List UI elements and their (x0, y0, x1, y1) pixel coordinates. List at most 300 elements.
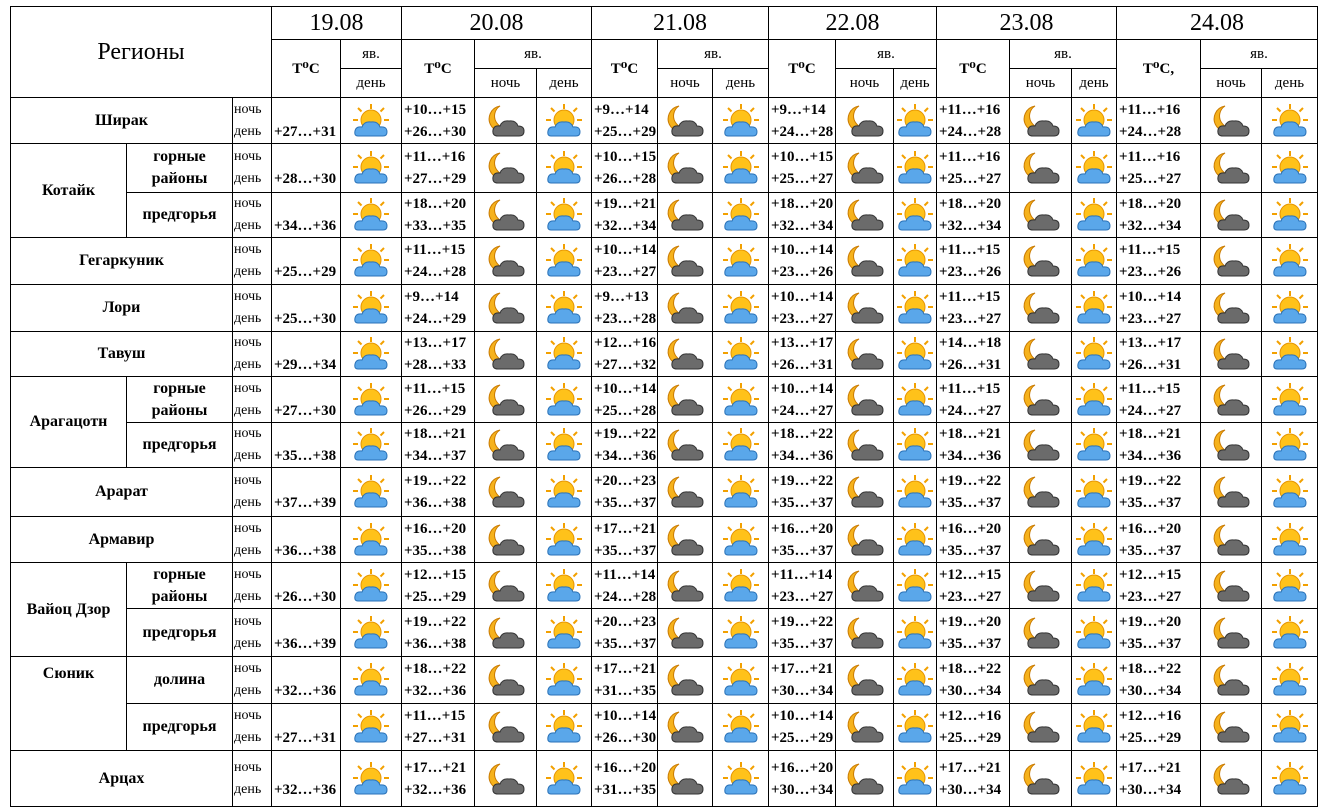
temperature-cell: +13…+17 +26…+31 (1117, 332, 1201, 377)
sun-cloud-icon (894, 98, 937, 144)
moon-cloud-icon (475, 193, 537, 238)
temperature-cell: +19…+21 +32…+34 (592, 193, 658, 238)
moon-cloud-icon (1201, 238, 1262, 285)
temperature-cell: +10…+14 +23…+27 (1117, 285, 1201, 332)
sun-cloud-icon (537, 193, 592, 238)
temperature-cell: +13…+17 +28…+33 (402, 332, 475, 377)
sun-cloud-icon (341, 144, 402, 193)
night-day-labels: ночь день (233, 657, 272, 704)
day-header: день (537, 69, 592, 98)
moon-cloud-icon (1010, 144, 1072, 193)
temperature-cell: +18…+21 +34…+37 (402, 423, 475, 468)
temperature-cell: +17…+21 +30…+34 (769, 657, 836, 704)
temperature-cell: +20…+23 +35…+37 (592, 468, 658, 517)
moon-cloud-icon (658, 98, 713, 144)
temperature-cell: +10…+14 +24…+27 (769, 377, 836, 423)
night-day-labels: ночь день (233, 563, 272, 609)
night-header: ночь (1010, 69, 1072, 98)
sun-cloud-icon (1262, 704, 1318, 751)
sun-cloud-icon (894, 332, 937, 377)
temperature-cell: +11…+15 +23…+27 (937, 285, 1010, 332)
temperature-header: Т⁰С (592, 40, 658, 98)
sun-cloud-icon (1262, 751, 1318, 807)
sun-cloud-icon (341, 98, 402, 144)
night-day-labels: ночь день (233, 332, 272, 377)
temperature-cell: +10…+14 +25…+29 (769, 704, 836, 751)
table-row (11, 704, 1318, 751)
temperature-cell: +12…+15 +23…+27 (937, 563, 1010, 609)
sun-cloud-icon (713, 193, 769, 238)
region-name: Сюник (11, 657, 127, 751)
moon-cloud-icon (1201, 517, 1262, 563)
region-name: Лори (11, 285, 233, 332)
temperature-cell: +11…+16 +24…+28 (937, 98, 1010, 144)
subregion-name: горные районы (127, 377, 233, 423)
temperature-cell: +9…+14 +25…+29 (592, 98, 658, 144)
temperature-cell: +14…+18 +26…+31 (937, 332, 1010, 377)
date-header: 22.08 (769, 7, 937, 40)
temperature-cell: +18…+22 +30…+34 (1117, 657, 1201, 704)
moon-cloud-icon (475, 423, 537, 468)
sun-cloud-icon (1262, 98, 1318, 144)
night-day-labels: ночь день (233, 377, 272, 423)
moon-cloud-icon (658, 563, 713, 609)
night-header: ночь (836, 69, 894, 98)
sun-cloud-icon (1072, 98, 1117, 144)
sun-cloud-icon (1262, 517, 1318, 563)
sun-cloud-icon (1262, 657, 1318, 704)
sun-cloud-icon (713, 332, 769, 377)
table-row (11, 285, 1318, 332)
moon-cloud-icon (658, 468, 713, 517)
temperature-cell: +17…+21 +35…+37 (592, 517, 658, 563)
night-day-labels: ночь день (233, 144, 272, 193)
subregion-name: предгорья (127, 193, 233, 238)
temperature-cell: +10…+14 +23…+26 (769, 238, 836, 285)
temperature-cell: +10…+14 +26…+30 (592, 704, 658, 751)
sun-cloud-icon (537, 704, 592, 751)
temperature-cell: +19…+20 +35…+37 (1117, 609, 1201, 657)
date-header: 23.08 (937, 7, 1117, 40)
table-row (11, 423, 1318, 468)
sun-cloud-icon (894, 657, 937, 704)
sun-cloud-icon (341, 657, 402, 704)
moon-cloud-icon (1010, 563, 1072, 609)
sun-cloud-icon (713, 751, 769, 807)
moon-cloud-icon (475, 609, 537, 657)
temperature-cell: +10…+15 +26…+30 (402, 98, 475, 144)
temperature-cell: +35…+38 (272, 423, 341, 468)
sun-cloud-icon (894, 563, 937, 609)
day-header: день (713, 69, 769, 98)
temperature-cell: +16…+20 +35…+37 (769, 517, 836, 563)
temperature-cell: +26…+30 (272, 563, 341, 609)
sun-cloud-icon (894, 238, 937, 285)
moon-cloud-icon (836, 704, 894, 751)
moon-cloud-icon (1201, 377, 1262, 423)
moon-cloud-icon (836, 238, 894, 285)
sun-cloud-icon (341, 285, 402, 332)
regions-header: Регионы (11, 7, 272, 98)
moon-cloud-icon (1010, 609, 1072, 657)
phenomena-header: яв. (1201, 40, 1318, 69)
temperature-cell: +18…+20 +32…+34 (1117, 193, 1201, 238)
moon-cloud-icon (1201, 563, 1262, 609)
phenomena-header: яв. (658, 40, 769, 69)
sun-cloud-icon (894, 751, 937, 807)
sun-cloud-icon (713, 704, 769, 751)
temperature-cell: +18…+20 +33…+35 (402, 193, 475, 238)
moon-cloud-icon (1201, 704, 1262, 751)
sun-cloud-icon (894, 517, 937, 563)
sun-cloud-icon (713, 609, 769, 657)
moon-cloud-icon (658, 423, 713, 468)
moon-cloud-icon (1010, 285, 1072, 332)
temperature-cell: +36…+38 (272, 517, 341, 563)
date-header: 21.08 (592, 7, 769, 40)
region-name: Ширак (11, 98, 233, 144)
temperature-cell: +25…+30 (272, 285, 341, 332)
temperature-cell: +18…+21 +34…+36 (1117, 423, 1201, 468)
sun-cloud-icon (537, 563, 592, 609)
subregion-name: предгорья (127, 423, 233, 468)
region-name: Арарат (11, 468, 233, 517)
temperature-cell: +18…+22 +32…+36 (402, 657, 475, 704)
sun-cloud-icon (1072, 423, 1117, 468)
sun-cloud-icon (713, 377, 769, 423)
moon-cloud-icon (1010, 468, 1072, 517)
night-day-labels: ночь день (233, 751, 272, 807)
sun-cloud-icon (1072, 285, 1117, 332)
temperature-cell: +10…+15 +26…+28 (592, 144, 658, 193)
day-header: день (341, 69, 402, 98)
region-name: Вайоц Дзор (11, 563, 127, 657)
subregion-name: долина (127, 657, 233, 704)
sun-cloud-icon (894, 704, 937, 751)
sun-cloud-icon (1262, 423, 1318, 468)
table-row (11, 238, 1318, 285)
sun-cloud-icon (341, 704, 402, 751)
temperature-header: Т⁰С (402, 40, 475, 98)
moon-cloud-icon (1010, 423, 1072, 468)
sun-cloud-icon (537, 751, 592, 807)
temperature-cell: +27…+30 (272, 377, 341, 423)
moon-cloud-icon (836, 285, 894, 332)
temperature-cell: +12…+16 +25…+29 (937, 704, 1010, 751)
moon-cloud-icon (658, 517, 713, 563)
sun-cloud-icon (1072, 144, 1117, 193)
temperature-cell: +19…+22 +35…+37 (1117, 468, 1201, 517)
sun-cloud-icon (713, 563, 769, 609)
temperature-cell: +18…+20 +32…+34 (769, 193, 836, 238)
sun-cloud-icon (894, 609, 937, 657)
temperature-cell: +18…+21 +34…+36 (937, 423, 1010, 468)
subregion-name: предгорья (127, 704, 233, 751)
sun-cloud-icon (537, 144, 592, 193)
moon-cloud-icon (836, 517, 894, 563)
moon-cloud-icon (1201, 332, 1262, 377)
moon-cloud-icon (658, 751, 713, 807)
subregion-name: предгорья (127, 609, 233, 657)
night-day-labels: ночь день (233, 285, 272, 332)
temperature-cell: +11…+15 +23…+26 (1117, 238, 1201, 285)
sun-cloud-icon (1262, 144, 1318, 193)
temperature-cell: +28…+30 (272, 144, 341, 193)
moon-cloud-icon (1010, 193, 1072, 238)
moon-cloud-icon (1201, 468, 1262, 517)
temperature-cell: +11…+16 +25…+27 (1117, 144, 1201, 193)
table-row (11, 609, 1318, 657)
table-row (11, 657, 1318, 704)
temperature-cell: +11…+16 +25…+27 (937, 144, 1010, 193)
temperature-cell: +19…+22 +35…+37 (769, 609, 836, 657)
sun-cloud-icon (341, 563, 402, 609)
sun-cloud-icon (537, 609, 592, 657)
temperature-cell: +11…+15 +24…+27 (937, 377, 1010, 423)
region-name: Тавуш (11, 332, 233, 377)
night-day-labels: ночь день (233, 423, 272, 468)
night-day-labels: ночь день (233, 238, 272, 285)
temperature-header: Т⁰С (937, 40, 1010, 98)
temperature-cell: +19…+22 +35…+37 (769, 468, 836, 517)
date-header: 20.08 (402, 7, 592, 40)
sun-cloud-icon (537, 423, 592, 468)
sun-cloud-icon (1262, 193, 1318, 238)
sun-cloud-icon (537, 657, 592, 704)
region-name: Котайк (11, 144, 127, 238)
night-day-labels: ночь день (233, 98, 272, 144)
sun-cloud-icon (1262, 285, 1318, 332)
sun-cloud-icon (713, 285, 769, 332)
sun-cloud-icon (341, 377, 402, 423)
table-row (11, 332, 1318, 377)
moon-cloud-icon (658, 144, 713, 193)
phenomena-header: яв. (836, 40, 937, 69)
temperature-cell: +16…+20 +35…+37 (937, 517, 1010, 563)
sun-cloud-icon (341, 238, 402, 285)
temperature-cell: +10…+15 +25…+27 (769, 144, 836, 193)
temperature-cell: +36…+39 (272, 609, 341, 657)
temperature-cell: +11…+14 +23…+27 (769, 563, 836, 609)
temperature-cell: +11…+15 +27…+31 (402, 704, 475, 751)
moon-cloud-icon (658, 704, 713, 751)
temperature-cell: +34…+36 (272, 193, 341, 238)
temperature-cell: +9…+14 +24…+29 (402, 285, 475, 332)
sun-cloud-icon (713, 468, 769, 517)
night-header: ночь (475, 69, 537, 98)
temperature-cell: +16…+20 +35…+37 (1117, 517, 1201, 563)
temperature-cell: +9…+14 +24…+28 (769, 98, 836, 144)
moon-cloud-icon (658, 285, 713, 332)
sun-cloud-icon (1262, 332, 1318, 377)
sun-cloud-icon (537, 468, 592, 517)
temperature-cell: +10…+14 +23…+27 (769, 285, 836, 332)
sun-cloud-icon (537, 332, 592, 377)
sun-cloud-icon (341, 193, 402, 238)
sun-cloud-icon (1072, 377, 1117, 423)
moon-cloud-icon (1010, 238, 1072, 285)
night-day-labels: ночь день (233, 609, 272, 657)
subregion-name: горные районы (127, 144, 233, 193)
temperature-header: Т⁰С, (1117, 40, 1201, 98)
moon-cloud-icon (658, 193, 713, 238)
moon-cloud-icon (836, 144, 894, 193)
moon-cloud-icon (475, 517, 537, 563)
sun-cloud-icon (894, 144, 937, 193)
table-row (11, 377, 1318, 423)
sun-cloud-icon (1072, 751, 1117, 807)
table-row (11, 563, 1318, 609)
temperature-cell: +19…+22 +35…+37 (937, 468, 1010, 517)
sun-cloud-icon (1072, 332, 1117, 377)
table-row (11, 517, 1318, 563)
phenomena-header: яв. (475, 40, 592, 69)
sun-cloud-icon (341, 609, 402, 657)
sun-cloud-icon (341, 751, 402, 807)
night-day-labels: ночь день (233, 193, 272, 238)
moon-cloud-icon (836, 98, 894, 144)
temperature-cell: +32…+36 (272, 751, 341, 807)
temperature-cell: +11…+15 +24…+27 (1117, 377, 1201, 423)
sun-cloud-icon (537, 98, 592, 144)
sun-cloud-icon (537, 238, 592, 285)
moon-cloud-icon (658, 657, 713, 704)
moon-cloud-icon (836, 377, 894, 423)
sun-cloud-icon (537, 285, 592, 332)
temperature-cell: +10…+14 +23…+27 (592, 238, 658, 285)
temperature-cell: +17…+21 +30…+34 (937, 751, 1010, 807)
temperature-cell: +11…+14 +24…+28 (592, 563, 658, 609)
moon-cloud-icon (1010, 704, 1072, 751)
moon-cloud-icon (1201, 751, 1262, 807)
phenomena-header: яв. (341, 40, 402, 69)
temperature-cell: +19…+22 +36…+38 (402, 468, 475, 517)
temperature-cell: +29…+34 (272, 332, 341, 377)
moon-cloud-icon (1010, 657, 1072, 704)
temperature-cell: +13…+17 +26…+31 (769, 332, 836, 377)
moon-cloud-icon (836, 193, 894, 238)
region-name: Армавир (11, 517, 233, 563)
temperature-cell: +18…+22 +34…+36 (769, 423, 836, 468)
sun-cloud-icon (1072, 609, 1117, 657)
sun-cloud-icon (1072, 517, 1117, 563)
temperature-cell: +11…+15 +23…+26 (937, 238, 1010, 285)
sun-cloud-icon (341, 423, 402, 468)
subregion-name: горные районы (127, 563, 233, 609)
moon-cloud-icon (836, 468, 894, 517)
moon-cloud-icon (1010, 517, 1072, 563)
date-header: 24.08 (1117, 7, 1318, 40)
sun-cloud-icon (1262, 609, 1318, 657)
temperature-cell: +16…+20 +31…+35 (592, 751, 658, 807)
day-header: день (894, 69, 937, 98)
moon-cloud-icon (475, 238, 537, 285)
moon-cloud-icon (658, 609, 713, 657)
temperature-cell: +11…+16 +27…+29 (402, 144, 475, 193)
temperature-header: Т⁰С (769, 40, 836, 98)
moon-cloud-icon (1201, 657, 1262, 704)
moon-cloud-icon (475, 144, 537, 193)
moon-cloud-icon (658, 377, 713, 423)
moon-cloud-icon (836, 609, 894, 657)
moon-cloud-icon (1010, 751, 1072, 807)
sun-cloud-icon (341, 468, 402, 517)
sun-cloud-icon (1262, 377, 1318, 423)
temperature-cell: +27…+31 (272, 98, 341, 144)
moon-cloud-icon (1201, 98, 1262, 144)
temperature-cell: +25…+29 (272, 238, 341, 285)
moon-cloud-icon (475, 563, 537, 609)
moon-cloud-icon (1201, 423, 1262, 468)
date-header: 19.08 (272, 7, 402, 40)
moon-cloud-icon (658, 238, 713, 285)
sun-cloud-icon (1072, 193, 1117, 238)
sun-cloud-icon (1072, 657, 1117, 704)
moon-cloud-icon (1201, 144, 1262, 193)
region-name: Гегаркуник (11, 238, 233, 285)
sun-cloud-icon (894, 423, 937, 468)
temperature-cell: +12…+15 +23…+27 (1117, 563, 1201, 609)
moon-cloud-icon (1201, 609, 1262, 657)
sun-cloud-icon (894, 193, 937, 238)
sun-cloud-icon (1262, 468, 1318, 517)
temperature-cell: +37…+39 (272, 468, 341, 517)
temperature-cell: +18…+22 +30…+34 (937, 657, 1010, 704)
temperature-cell: +19…+22 +34…+36 (592, 423, 658, 468)
phenomena-header: яв. (1010, 40, 1117, 69)
temperature-cell: +11…+15 +24…+28 (402, 238, 475, 285)
temperature-cell: +10…+14 +25…+28 (592, 377, 658, 423)
moon-cloud-icon (836, 423, 894, 468)
moon-cloud-icon (836, 751, 894, 807)
moon-cloud-icon (475, 468, 537, 517)
moon-cloud-icon (1010, 377, 1072, 423)
table-row (11, 468, 1318, 517)
temperature-cell: +12…+15 +25…+29 (402, 563, 475, 609)
moon-cloud-icon (836, 332, 894, 377)
moon-cloud-icon (475, 332, 537, 377)
temperature-cell: +12…+16 +25…+29 (1117, 704, 1201, 751)
moon-cloud-icon (1201, 285, 1262, 332)
moon-cloud-icon (475, 285, 537, 332)
sun-cloud-icon (713, 517, 769, 563)
table-row (11, 98, 1318, 144)
moon-cloud-icon (836, 657, 894, 704)
moon-cloud-icon (658, 332, 713, 377)
temperature-cell: +20…+23 +35…+37 (592, 609, 658, 657)
sun-cloud-icon (1072, 563, 1117, 609)
table-row (11, 193, 1318, 238)
sun-cloud-icon (537, 377, 592, 423)
sun-cloud-icon (713, 423, 769, 468)
sun-cloud-icon (713, 144, 769, 193)
temperature-cell: +17…+21 +30…+34 (1117, 751, 1201, 807)
day-header: день (1072, 69, 1117, 98)
moon-cloud-icon (1010, 332, 1072, 377)
sun-cloud-icon (1072, 238, 1117, 285)
temperature-cell: +19…+22 +36…+38 (402, 609, 475, 657)
sun-cloud-icon (713, 98, 769, 144)
night-day-labels: ночь день (233, 517, 272, 563)
sun-cloud-icon (1072, 704, 1117, 751)
temperature-cell: +11…+16 +24…+28 (1117, 98, 1201, 144)
sun-cloud-icon (1262, 563, 1318, 609)
sun-cloud-icon (1262, 238, 1318, 285)
temperature-cell: +17…+21 +31…+35 (592, 657, 658, 704)
temperature-header: Т⁰С (272, 40, 341, 98)
moon-cloud-icon (475, 751, 537, 807)
sun-cloud-icon (537, 517, 592, 563)
